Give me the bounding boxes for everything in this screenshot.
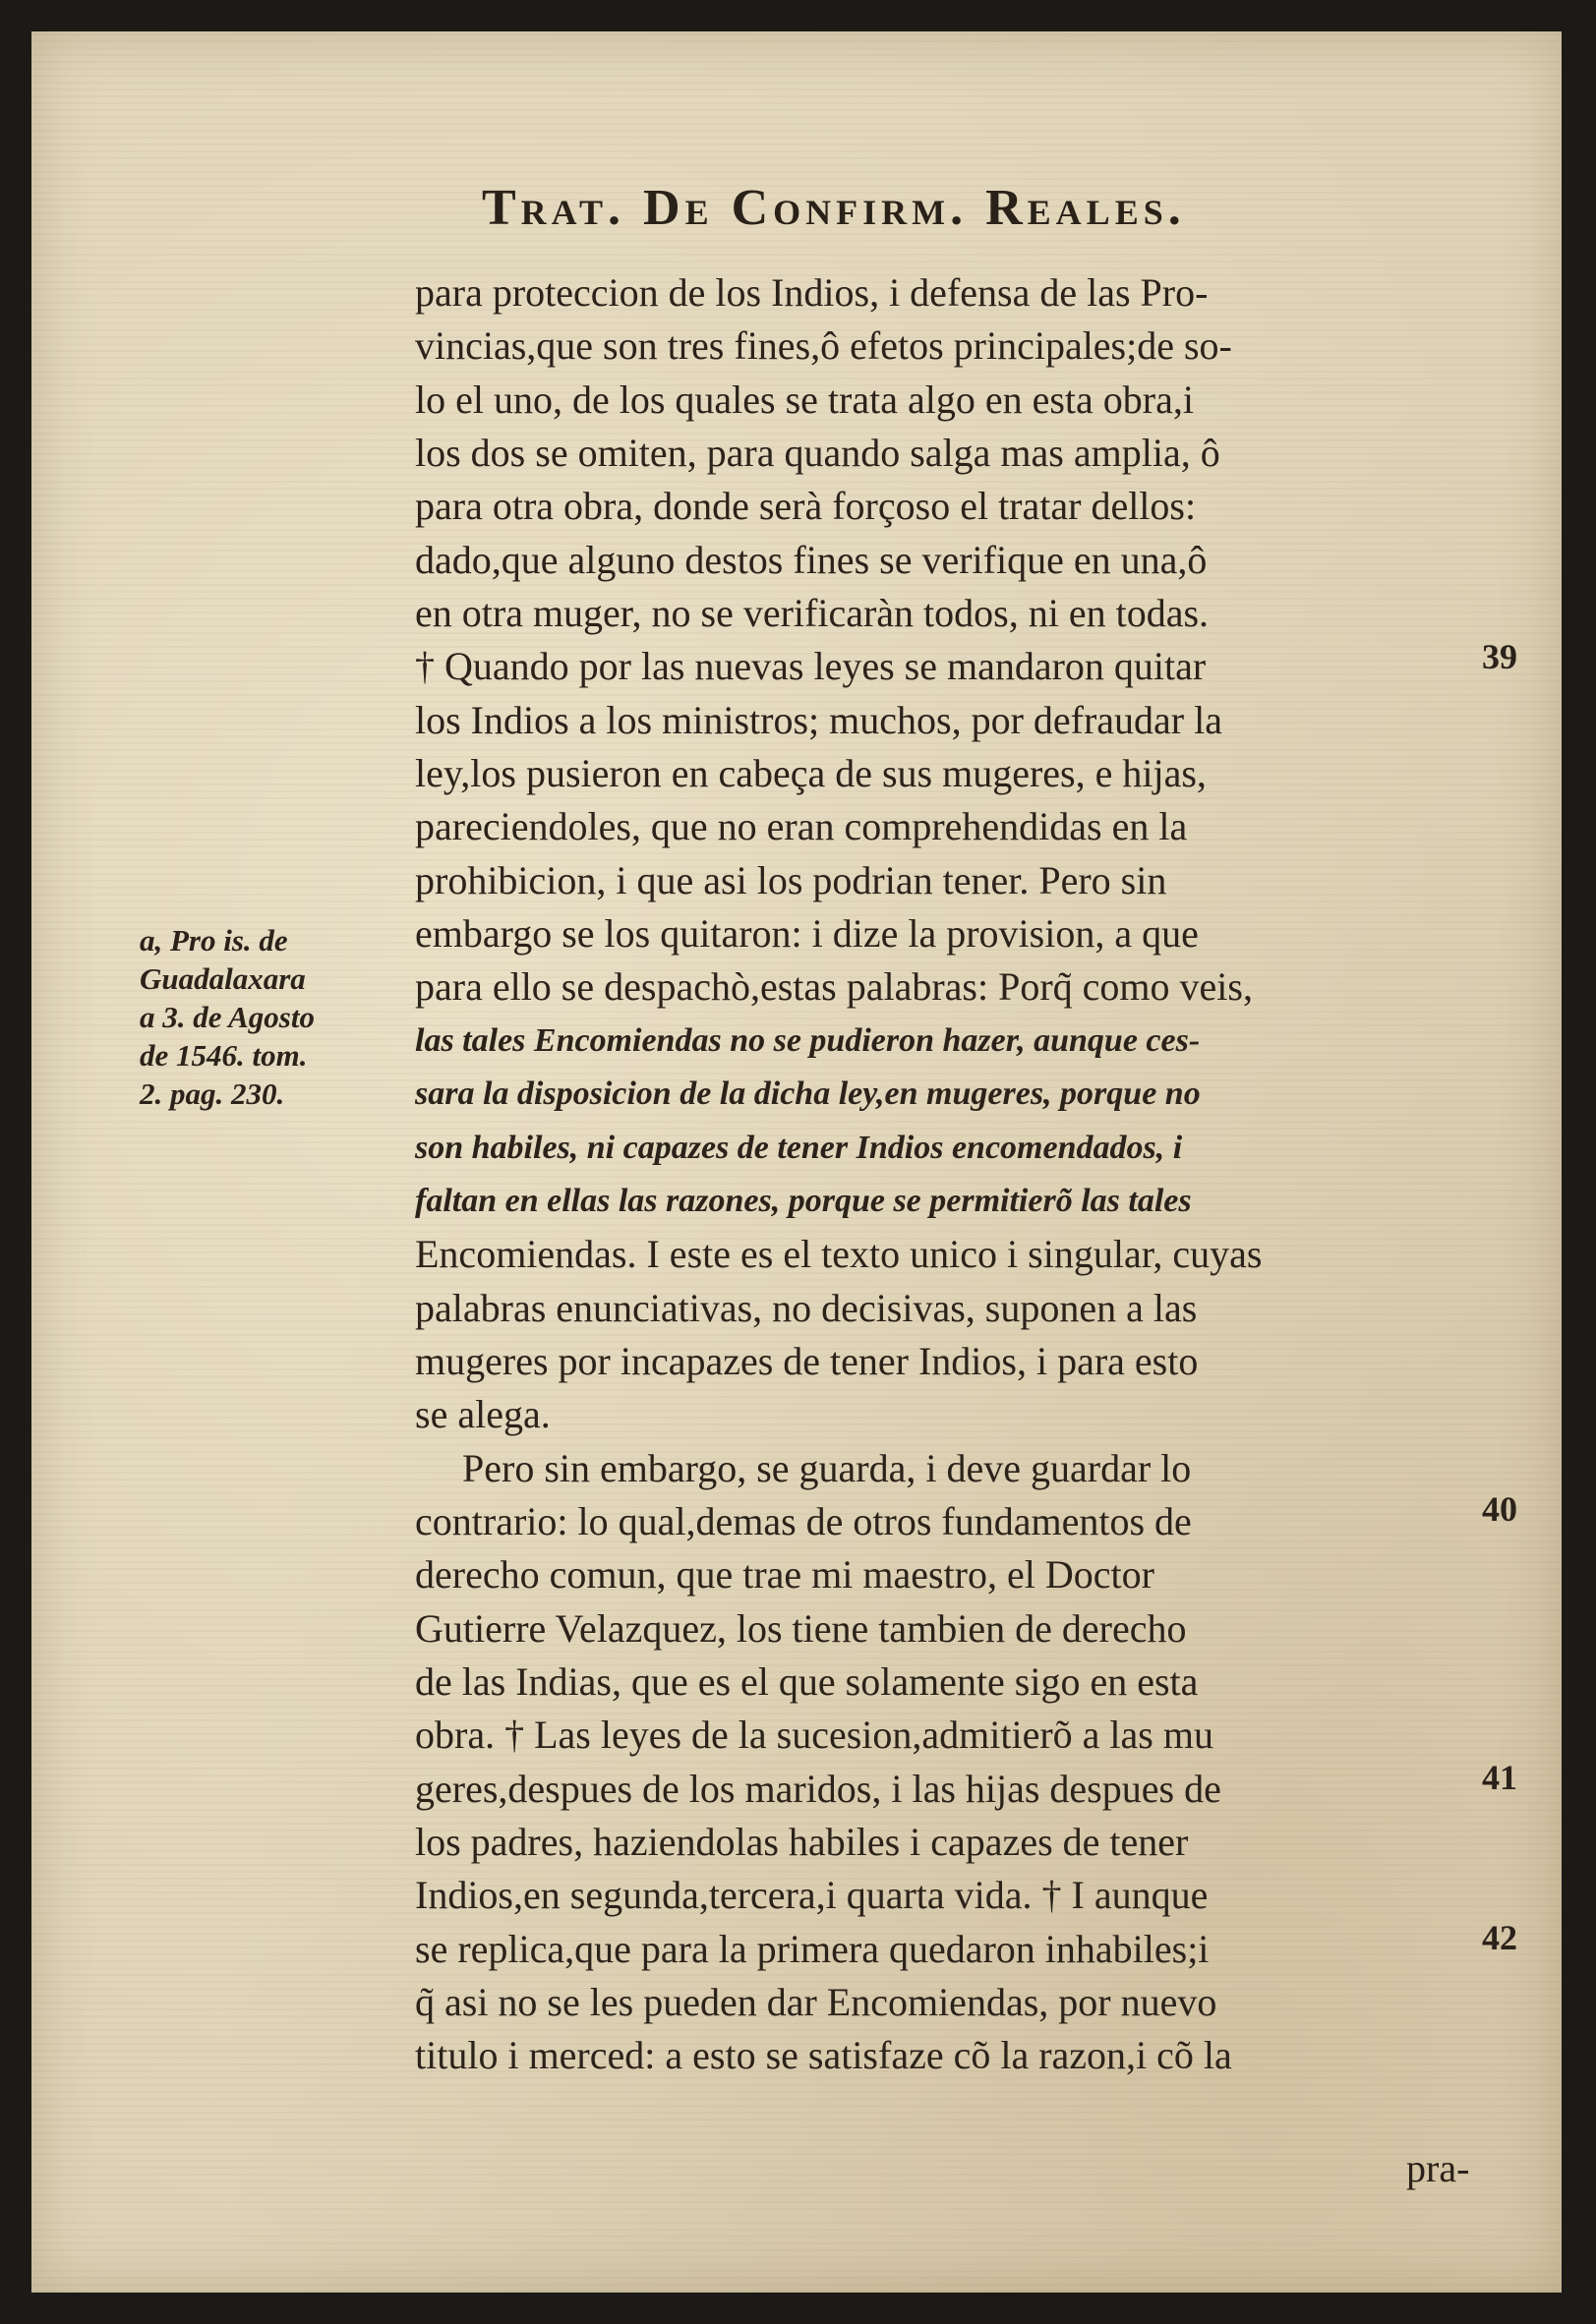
text-line: vincias,que son tres fines,ô efetos principales;de so- [415,323,1232,369]
text-line: pareciendoles, que no eran comprehendidas en la [415,804,1188,849]
text-line: se replica,que para la primera quedaron inhabiles;i [415,1926,1210,1971]
running-header: Trat. De Confirm. Reales. [482,180,1186,236]
paragraph-number: 41 [1482,1758,1517,1797]
text-line: Indios,en segunda,tercera,i quarta vida. † I aunque [415,1873,1209,1918]
text-line: † Quando por las nuevas leyes se mandaron quitar [415,644,1207,689]
marginal-note-line: a 3. de Agosto [140,1000,315,1034]
text-line: los dos se omiten, para quando salga mas amplia, ô [415,431,1220,476]
text-line: Pero sin embargo, se guarda, i deve guardar lo [462,1445,1192,1490]
marginal-note-line: 2. pag. 230. [140,1076,285,1111]
text-line: geres,despues de los maridos, i las hijas despues de [415,1766,1221,1811]
text-line: derecho comun, que trae mi maestro, el Doctor [415,1552,1154,1598]
text-line: Gutierre Velazquez, los tiene tambien de derecho [415,1605,1187,1651]
text-line: prohibicion, i que asi los podrian tener. Pero sin [415,857,1167,902]
catchword: pra- [1406,2146,1470,2190]
main-text-block [415,266,1499,2083]
text-line: ley,los pusieron en cabeça de sus mugeres, e hijas, [415,751,1207,796]
text-line: lo el uno, de los quales se trata algo en esta obra,i [415,377,1194,422]
text-line: para ello se despachò,estas palabras: Porq̃ como veis, [415,964,1253,1010]
paragraph-number: 39 [1482,637,1517,676]
text-line-italic: son habiles, ni capazes de tener Indios encomendados, i [415,1129,1183,1166]
marginal-note-line: de 1546. tom. [140,1038,308,1073]
text-line-italic: faltan en ellas las razones, porque se permitierõ las tales [415,1182,1192,1219]
text-line: para proteccion de los Indios, i defensa de las Pro- [415,270,1209,315]
text-line: de las Indias, que es el que solamente sigo en esta [415,1658,1199,1704]
text-line-italic: las tales Encomiendas no se pudieron hazer, aunque ces- [415,1021,1201,1059]
text-line: los padres, haziendolas habiles i capazes de tener [415,1819,1189,1864]
text-line: se alega. [415,1392,551,1437]
marginal-note-line: Guadalaxara [140,961,306,996]
text-line-italic: sara la disposicion de la dicha ley,en mugeres, porque no [415,1075,1201,1113]
paragraph-number: 40 [1482,1489,1517,1529]
marginal-note-line: a, Pro is. de [140,923,288,958]
text-line: para otra obra, donde serà forçoso el tratar dellos: [415,484,1197,529]
text-line: q̃ asi no se les pueden dar Encomiendas, por nuevo [415,1980,1217,2024]
text-line: los Indios a los ministros; muchos, por defraudar la [415,697,1222,742]
text-line: obra. † Las leyes de la sucesion,admitierõ a las mu [415,1713,1213,1758]
text-line: en otra muger, no se verificaràn todos, ni en todas. [415,591,1210,636]
paragraph-number: 42 [1482,1918,1517,1957]
text-line: palabras enunciativas, no decisivas, suponen a las [415,1285,1198,1330]
text-line: Encomiendas. I este es el texto unico i singular, cuyas [415,1232,1263,1277]
text-line: dado,que alguno destos fines se verifique en una,ô [415,537,1208,582]
text-line: contrario: lo qual,demas de otros fundamentos de [415,1498,1192,1543]
marginal-note [140,921,415,1113]
text-line: embargo se los quitaron: i dize la provision, a que [415,911,1199,957]
text-line: mugeres por incapazes de tener Indios, i para esto [415,1338,1199,1383]
book-page [31,31,1562,2293]
text-line: titulo i merced: a esto se satisfaze cõ la razon,i cõ la [415,2033,1232,2078]
